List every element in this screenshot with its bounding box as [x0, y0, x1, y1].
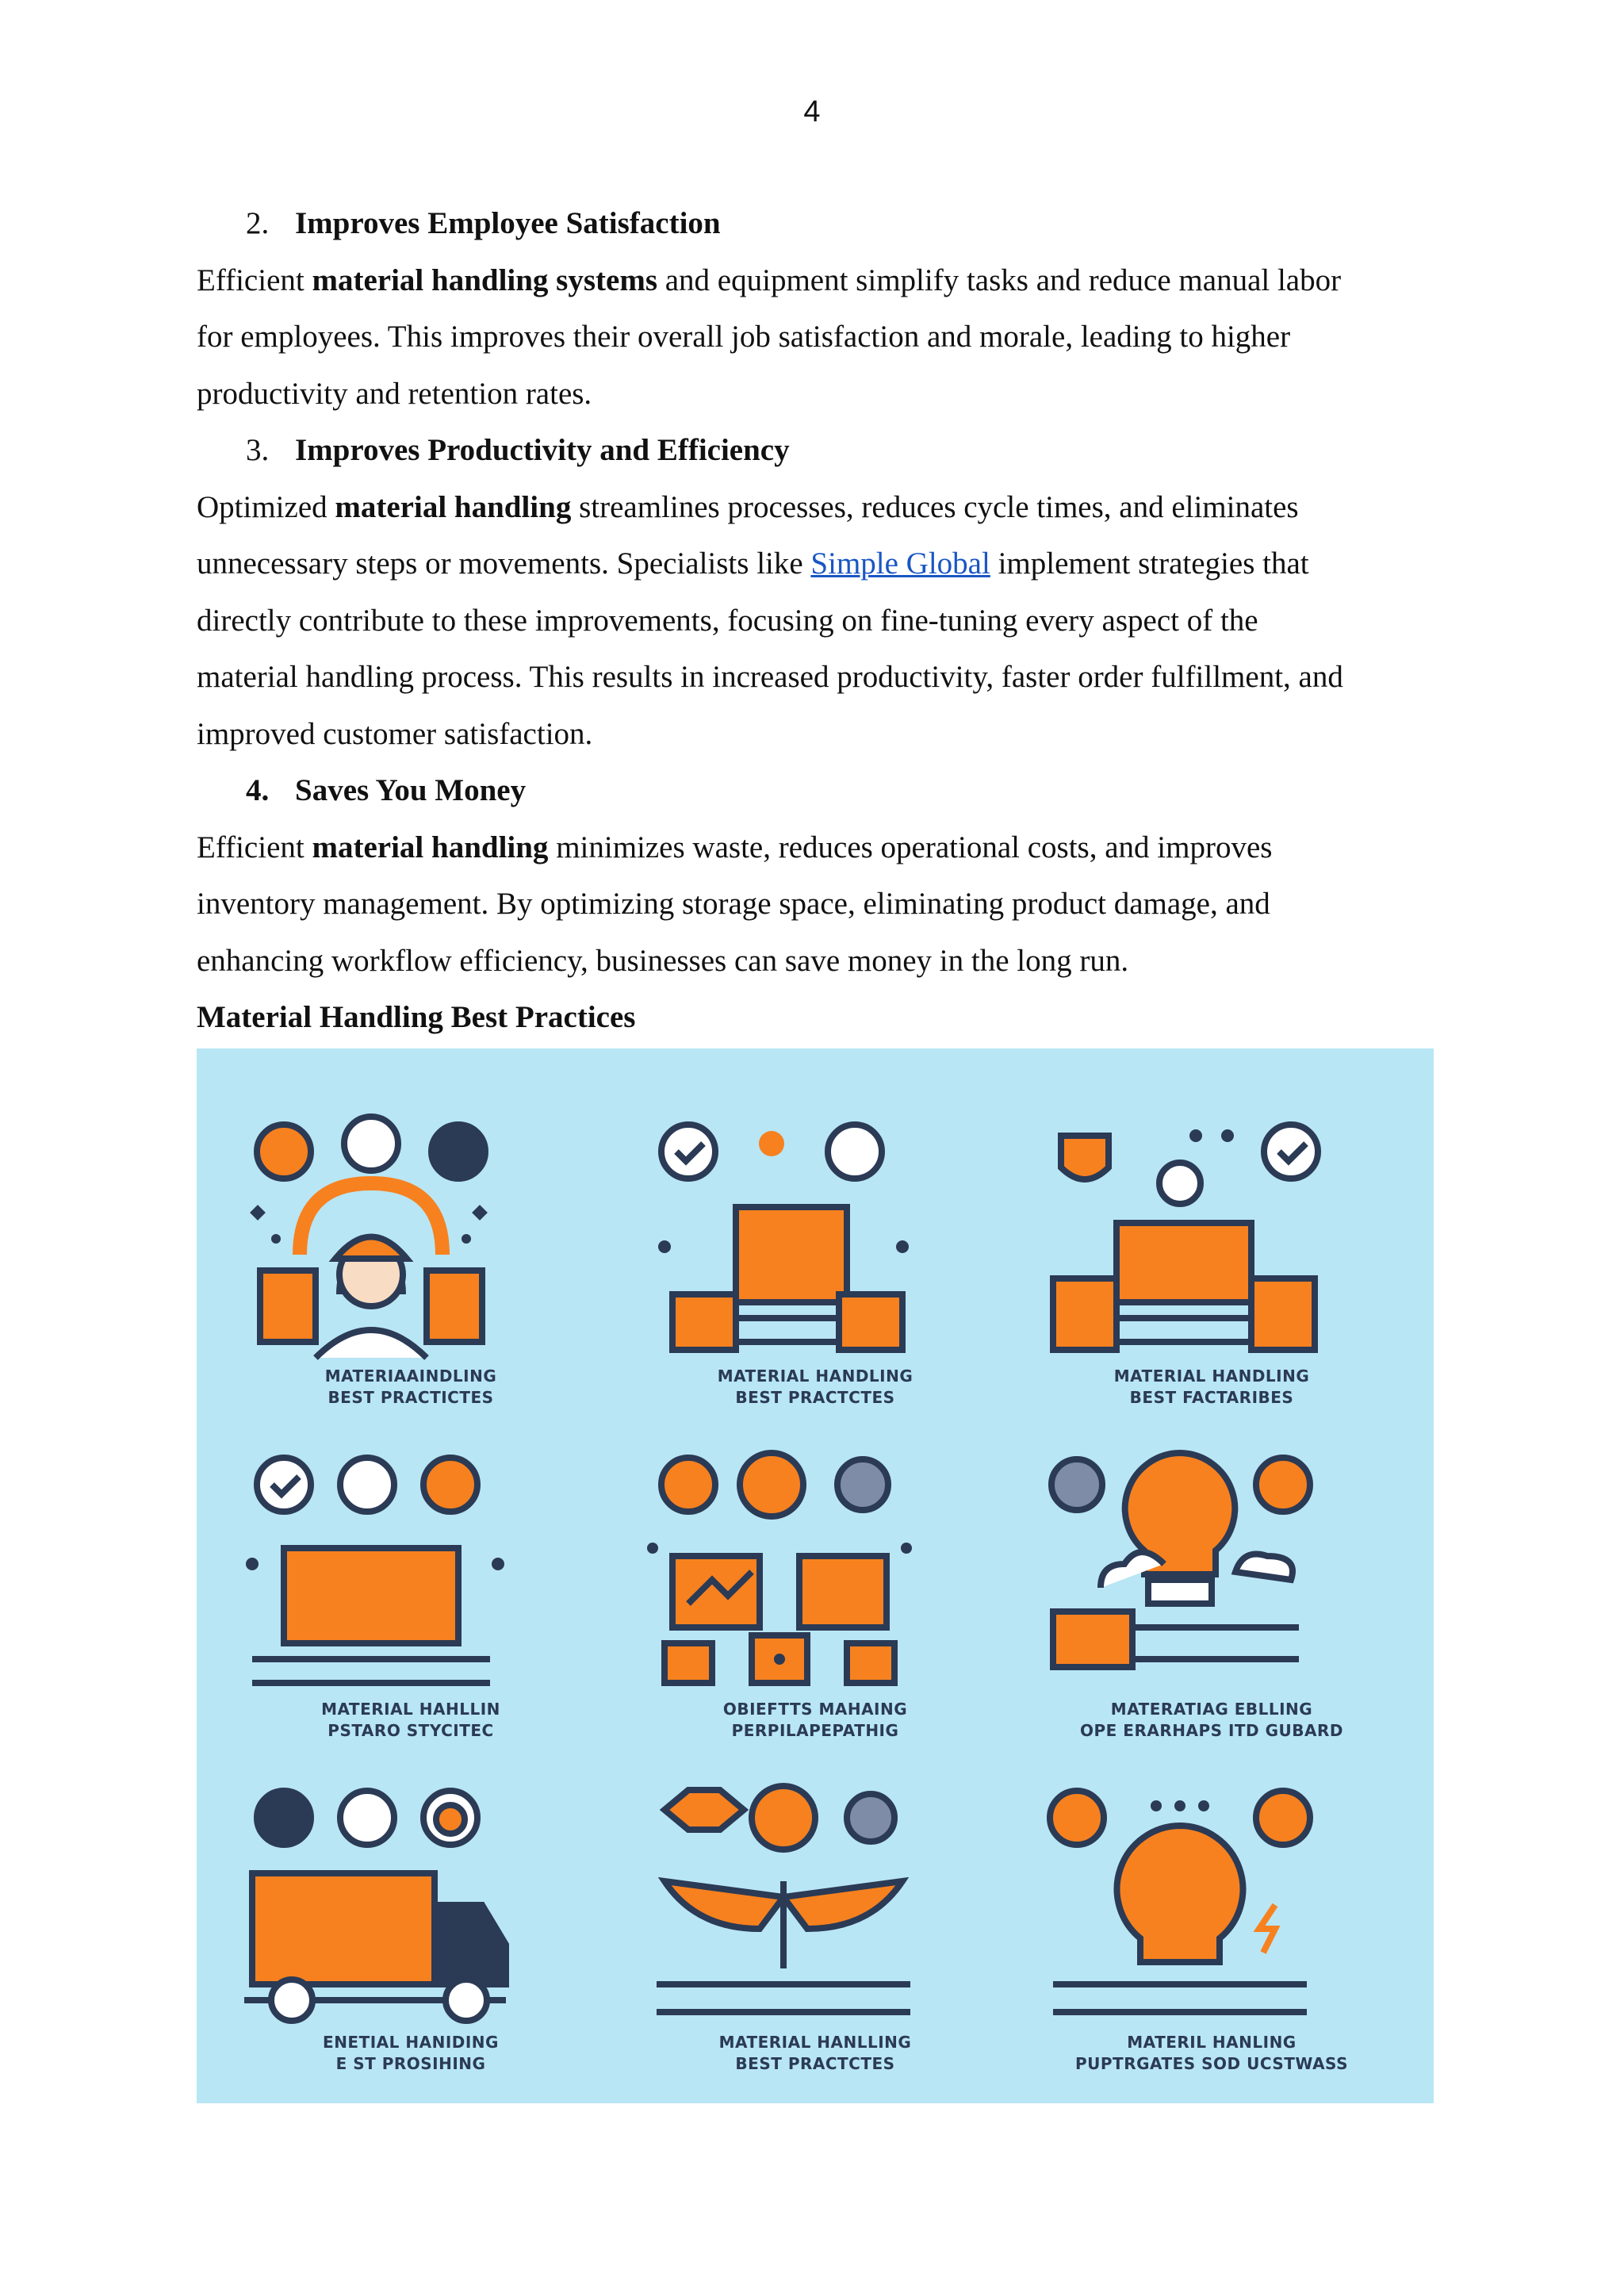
bold-term: material handling: [335, 489, 572, 524]
text: Efficient: [197, 263, 312, 297]
tile-caption: OPE ERARHAPS ITD GUBARD: [1080, 1721, 1343, 1740]
tile-winged-emblem: [641, 1762, 990, 2079]
paragraph-productivity: [197, 479, 1434, 763]
text: directly contribute to these improvements, focusing on fine-tuning every aspect of the: [197, 603, 1258, 638]
idea-bulb-icon: [1037, 1762, 1386, 2032]
tile-caption: MATERATIAG EBLLING: [1110, 1700, 1313, 1719]
text: improved customer satisfaction.: [197, 716, 593, 751]
list-number: 3.: [246, 433, 270, 467]
tile-caption: BEST PRACTCTES: [735, 1388, 895, 1407]
tile-caption: BEST FACTARIBES: [1129, 1388, 1294, 1407]
text: streamlines processes, reduces cycle times, and eliminates: [571, 489, 1299, 524]
tile-caption: OBIEFTTS MAHAING: [722, 1700, 908, 1719]
tile-caption: PSTARO STYCITEC: [327, 1721, 494, 1740]
tile-lightbulb: [1037, 1429, 1386, 1746]
page-number: 4: [803, 95, 821, 128]
text: and equipment simplify tasks and reduce manual labor: [657, 263, 1342, 297]
section-title: Material Handling Best Practices: [197, 1000, 636, 1034]
heading-text: Improves Productivity and Efficiency: [295, 433, 790, 467]
tile-caption: MATERIAL HANLLING: [718, 2033, 912, 2052]
heading-saves-money: [197, 762, 1434, 819]
worker-icon: [236, 1096, 585, 1366]
list-number: 4.: [246, 773, 270, 807]
paragraph-employee-satisfaction: [197, 252, 1434, 423]
text: inventory management. By optimizing storage space, eliminating product damage, and: [197, 887, 1270, 921]
list-number: 2.: [246, 206, 270, 240]
heading-text: Improves Employee Satisfaction: [295, 206, 721, 240]
warehouse-icon: [1037, 1096, 1386, 1366]
heading-employee-satisfaction: [197, 195, 1434, 252]
bold-term: material handling systems: [312, 263, 657, 297]
bold-term: material handling: [312, 830, 549, 864]
tile-caption: PERPILAPEPATHIG: [731, 1721, 899, 1740]
boxes-icon: [641, 1096, 990, 1366]
best-practices-illustration: [197, 1048, 1434, 2103]
simple-global-link[interactable]: Simple Global: [810, 546, 990, 581]
tile-caption: MATERIAL HANDLING: [1113, 1366, 1310, 1386]
text: unnecessary steps or movements. Specialists like: [197, 546, 811, 581]
winged-emblem-icon: [641, 1762, 990, 2032]
heading-productivity: [197, 422, 1434, 479]
tile-caption: MATERIL HANLING: [1127, 2033, 1297, 2052]
text: for employees. This improves their overall job satisfaction and morale, leading to higher: [197, 320, 1291, 354]
text: Optimized: [197, 489, 335, 524]
tile-pallet-boxes: [236, 1429, 585, 1746]
tile-warehouse: [1037, 1096, 1386, 1413]
heading-text: Saves You Money: [295, 773, 527, 807]
lightbulb-icon: [1037, 1429, 1386, 1699]
text: productivity and retention rates.: [197, 376, 592, 411]
tile-caption: BEST PRACTICTES: [327, 1388, 494, 1407]
tile-boxes: [641, 1096, 990, 1413]
tile-caption: MATERIAL HAHLLIN: [321, 1700, 500, 1719]
tile-caption: MATERIAAINDLING: [324, 1366, 497, 1386]
tile-worker: [236, 1096, 585, 1413]
tile-truck: [236, 1762, 585, 2079]
tile-caption: ENETIAL HANIDING: [323, 2033, 499, 2052]
tile-caption: BEST PRACTCTES: [735, 2054, 895, 2073]
workflow-icon: [641, 1429, 990, 1699]
pallet-boxes-icon: [236, 1429, 585, 1699]
tile-caption: PUPTRGATES SOD UCSTWASS: [1075, 2054, 1348, 2073]
tile-workflow: [641, 1429, 990, 1746]
tile-caption: E ST PROSIHING: [335, 2054, 486, 2073]
truck-icon: [236, 1762, 585, 2032]
text: material handling process. This results in increased productivity, faster order fulfillment, and: [197, 660, 1343, 694]
text: enhancing workflow efficiency, businesses can save money in the long run.: [197, 943, 1129, 978]
tile-caption: MATERIAL HANDLING: [717, 1366, 914, 1386]
text: implement strategies that: [990, 546, 1309, 581]
text: Efficient: [197, 830, 312, 864]
tile-idea-bulb: [1037, 1762, 1386, 2079]
text: minimizes waste, reduces operational costs, and improves: [548, 830, 1273, 864]
paragraph-saves-money: [197, 819, 1434, 990]
document-body: [197, 195, 1434, 1046]
